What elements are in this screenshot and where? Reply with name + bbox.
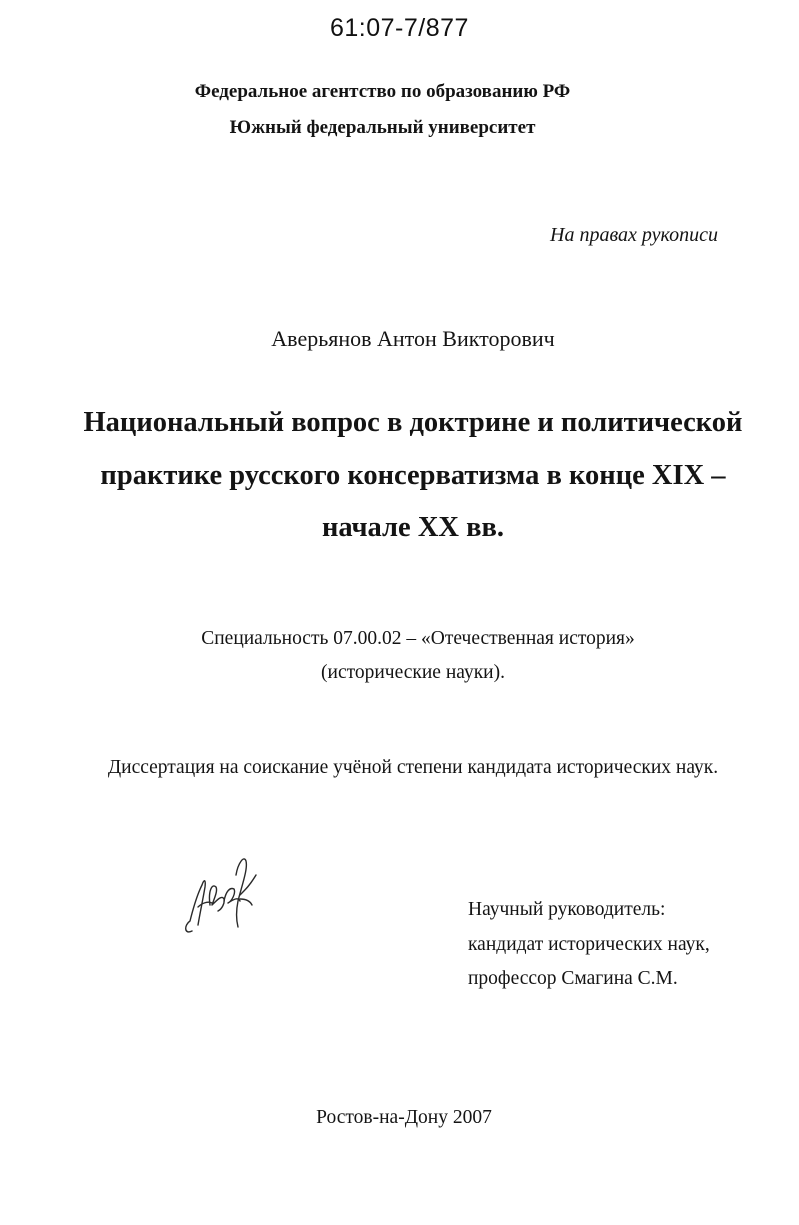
catalog-number: 61:07-7/877 (330, 14, 469, 42)
advisor-degree: кандидат исторических наук, (468, 934, 710, 955)
specialty-line-2: (исторические науки). (321, 662, 505, 683)
title-line-3: начале XX вв. (321, 512, 505, 543)
handwritten-signature (178, 845, 268, 945)
title-line-1: Национальный вопрос в доктрине и политической (83, 407, 743, 438)
city-year: Ростов-на-Дону 2007 (316, 1107, 492, 1128)
university-name: Южный федеральный университет (229, 117, 536, 138)
title-line-2: практике русского консерватизма в конце XIX – (100, 460, 726, 491)
advisor-name: профессор Смагина С.М. (468, 968, 678, 989)
agency-name: Федеральное агентство по образованию РФ (194, 81, 571, 102)
advisor-label: Научный руководитель: (468, 899, 666, 920)
specialty-line-1: Специальность 07.00.02 – «Отечественная история» (201, 628, 635, 649)
author-name: Аверьянов Антон Викторович (271, 326, 555, 351)
manuscript-note: На правах рукописи (550, 224, 718, 246)
degree-statement: Диссертация на соискание учёной степени кандидата исторических наук. (107, 757, 719, 778)
